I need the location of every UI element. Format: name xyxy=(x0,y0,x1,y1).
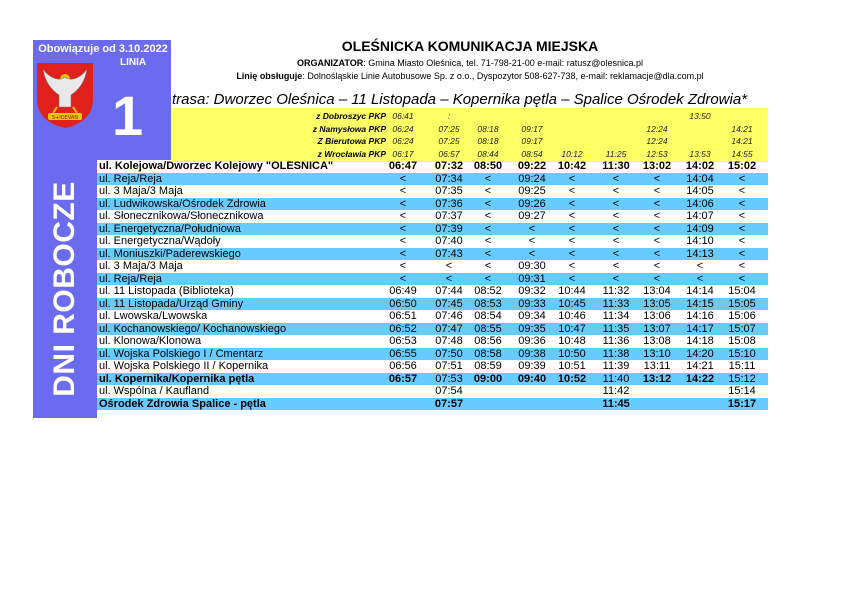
departure-time: 08:59 xyxy=(474,360,502,372)
departure-time: 11:33 xyxy=(602,297,630,310)
departure-time: 07:45 xyxy=(435,297,463,310)
departure-time: 09:39 xyxy=(518,360,546,372)
departure-time: 08:54 xyxy=(474,310,502,322)
departure-time: 07:51 xyxy=(435,360,463,372)
departure-time: < xyxy=(738,247,746,260)
feeder-time: 11:25 xyxy=(605,148,627,159)
departure-time: 13:07 xyxy=(643,322,671,335)
departure-time: < xyxy=(696,260,704,272)
departure-time: 08:56 xyxy=(474,335,502,347)
departure-time: 08:55 xyxy=(474,322,502,335)
feeder-time: 10:12 xyxy=(561,148,583,159)
departure-time: 14:16 xyxy=(686,310,714,322)
departure-time: < xyxy=(484,210,492,222)
departure-time: < xyxy=(653,260,661,272)
stop-name: ul. Kochanowskiego/ Kochanowskiego xyxy=(99,322,287,335)
departure-time: < xyxy=(484,272,492,285)
departure-time: < xyxy=(738,185,746,197)
feeder-label: Z Bierutowa PKP xyxy=(317,136,386,147)
departure-time: 15:11 xyxy=(728,360,756,372)
stop-name: ul. Reja/Reja xyxy=(99,172,162,185)
departure-time: 08:58 xyxy=(474,347,502,360)
departure-time: 14:18 xyxy=(686,335,714,347)
departure-time: 10:44 xyxy=(558,285,586,297)
feeder-time: 14:21 xyxy=(731,123,753,134)
feeder-time: 12:53 xyxy=(646,148,668,159)
departure-time: < xyxy=(399,272,407,285)
departure-time: 07:50 xyxy=(435,347,463,360)
departure-time: 09:33 xyxy=(518,297,546,310)
departure-time: < xyxy=(653,185,661,197)
departure-time: 13:08 xyxy=(643,335,671,347)
departure-time: 06:57 xyxy=(388,372,418,385)
departure-time: 07:54 xyxy=(435,385,463,397)
departure-time: 07:40 xyxy=(435,235,463,247)
departure-time: 14:21 xyxy=(686,360,714,372)
departure-time: 06:51 xyxy=(389,310,417,322)
departure-time: < xyxy=(653,172,661,185)
departure-time: 11:38 xyxy=(602,347,630,360)
departure-time: 14:07 xyxy=(686,210,714,222)
feeder-time: 12:24 xyxy=(646,136,668,147)
departure-time: 06:53 xyxy=(389,335,417,347)
departure-time: < xyxy=(738,235,746,247)
departure-time: 10:47 xyxy=(558,322,586,335)
table-row xyxy=(97,198,768,210)
departure-time: 14:06 xyxy=(686,197,714,210)
departure-time: 14:10 xyxy=(686,235,714,247)
departure-time: < xyxy=(653,222,661,235)
stop-name: ul. Kopernika/Kopernika pętla xyxy=(99,372,255,385)
departure-time: < xyxy=(738,172,746,185)
feeder-time: 09:17 xyxy=(521,136,543,147)
departure-time: 07:32 xyxy=(434,160,464,172)
departure-time: < xyxy=(612,172,620,185)
departure-time: 07:48 xyxy=(435,335,463,347)
departure-time: 06:56 xyxy=(389,360,417,372)
departure-time: 09:22 xyxy=(517,160,547,172)
feeder-time: 13:53 xyxy=(689,148,711,159)
departure-time: < xyxy=(738,260,746,272)
departure-time: 15:06 xyxy=(728,310,756,322)
table-row xyxy=(97,210,768,222)
departure-time: < xyxy=(612,235,620,247)
departure-time: < xyxy=(738,222,746,235)
stop-name: Ośrodek Zdrowia Spalice - pętla xyxy=(99,397,266,410)
departure-time: 09:36 xyxy=(518,335,546,347)
feeder-time: 14:21 xyxy=(731,136,753,147)
departure-time: 14:02 xyxy=(685,160,715,172)
departure-time: 15:17 xyxy=(727,397,757,410)
feeder-time: 07:25 xyxy=(438,136,460,147)
departure-time: 07:39 xyxy=(435,222,463,235)
departure-time: 07:47 xyxy=(435,322,463,335)
feeder-time: 08:54 xyxy=(521,148,543,159)
stop-name: ul. Klonowa/Klonowa xyxy=(99,335,202,347)
departure-time: 07:44 xyxy=(435,285,463,297)
line-number: 1 xyxy=(112,84,144,147)
departure-time: < xyxy=(445,260,453,272)
departure-time: 13:11 xyxy=(643,360,671,372)
feeder-time: 08:18 xyxy=(477,136,499,147)
departure-time: < xyxy=(484,172,492,185)
departure-time: 14:17 xyxy=(686,322,714,335)
departure-time: 14:14 xyxy=(686,285,714,297)
departure-time: 09:38 xyxy=(518,347,546,360)
departure-time: 06:50 xyxy=(389,297,417,310)
table-row xyxy=(97,348,768,360)
departure-time: 06:49 xyxy=(389,285,417,297)
departure-time: < xyxy=(612,272,620,285)
departure-time: < xyxy=(528,235,536,247)
departure-time: 10:50 xyxy=(558,347,586,360)
org-title: OLEŚNICKA KOMUNIKACJA MIEJSKA xyxy=(341,38,599,54)
table-row xyxy=(97,160,768,172)
departure-time: 11:35 xyxy=(602,322,630,335)
departure-time: 13:06 xyxy=(643,310,671,322)
feeder-time: 07:25 xyxy=(438,123,460,134)
table-row xyxy=(97,360,768,372)
operator-line: Linię obsługuje: Dolnośląskie Linie Autobusowe Sp. z o.o., Dyspozytor 508-627-738, e-mail: reklamacje@dla.com.pl xyxy=(236,71,704,81)
feeder-time: 06:41 xyxy=(392,111,414,121)
departure-time: 10:52 xyxy=(557,372,587,385)
departure-time: < xyxy=(399,247,407,260)
departure-time: 09:31 xyxy=(518,272,546,285)
table-row xyxy=(97,235,768,247)
table-row xyxy=(97,385,768,397)
departure-time: 07:57 xyxy=(434,397,464,410)
departure-time: < xyxy=(653,210,661,222)
departure-time: < xyxy=(484,197,492,210)
departure-time: 11:36 xyxy=(602,335,630,347)
departure-time: < xyxy=(568,210,576,222)
day-type-label: DNI ROBOCZE xyxy=(48,181,81,397)
departure-time: < xyxy=(399,260,407,272)
departure-time: 15:04 xyxy=(728,285,756,297)
feeder-label: z Dobroszyc PKP xyxy=(316,111,386,121)
departure-time: 07:34 xyxy=(435,172,463,185)
departure-time: < xyxy=(568,172,576,185)
feeder-time: 06:17 xyxy=(392,148,414,159)
stop-name: ul. 3 Maja/3 Maja xyxy=(99,260,183,272)
table-row xyxy=(97,285,768,297)
departure-time: 07:46 xyxy=(435,310,463,322)
departure-time: < xyxy=(568,222,576,235)
departure-time: 15:05 xyxy=(728,297,756,310)
stop-name: ul. Kolejowa/Dworzec Kolejowy "OLESNICA" xyxy=(99,160,334,172)
departure-time: 13:10 xyxy=(643,347,671,360)
feeder-time: 14:55 xyxy=(731,148,753,159)
stop-name: ul. Wspólna / Kaufland xyxy=(99,385,210,397)
departure-time: < xyxy=(399,235,407,247)
city-crest-icon xyxy=(35,61,95,129)
table-row xyxy=(97,185,768,197)
departure-time: < xyxy=(445,272,453,285)
departure-time: 09:25 xyxy=(518,185,546,197)
departure-time: < xyxy=(399,197,407,210)
stop-name: ul. Moniuszki/Paderewskiego xyxy=(99,247,241,260)
departure-time: 11:34 xyxy=(602,310,630,322)
feeder-time: 09:17 xyxy=(521,123,543,134)
departure-time: 14:13 xyxy=(686,247,714,260)
departure-time: < xyxy=(612,222,620,235)
departure-time: 07:37 xyxy=(435,210,463,222)
table-row xyxy=(97,335,768,347)
departure-time: < xyxy=(568,247,576,260)
departure-time: < xyxy=(612,247,620,260)
departure-time: 09:34 xyxy=(518,310,546,322)
organizer-line: ORGANIZATOR: Gmina Miasto Oleśnica, tel. 71-798-21-00 e-mail: ratusz@olesnica.pl xyxy=(297,58,643,68)
departure-time: 13:12 xyxy=(642,372,672,385)
valid-from: Obowiązuje od 3.10.2022 xyxy=(38,43,168,55)
departure-time: 07:35 xyxy=(435,185,463,197)
departure-time: < xyxy=(399,172,407,185)
departure-time: < xyxy=(568,185,576,197)
departure-time: < xyxy=(484,260,492,272)
departure-time: 11:42 xyxy=(602,385,630,397)
departure-time: 14:15 xyxy=(686,297,714,310)
departure-time: < xyxy=(399,185,407,197)
stop-name: ul. Energetyczna/Wądoły xyxy=(99,235,221,247)
departure-time: 08:50 xyxy=(473,160,503,172)
departure-time: < xyxy=(528,247,536,260)
table-row xyxy=(97,223,768,235)
line-label: LINIA xyxy=(120,57,147,68)
departure-time: < xyxy=(612,197,620,210)
departure-time: < xyxy=(568,260,576,272)
feeder-time: 06:57 xyxy=(438,148,460,159)
departure-time: 10:45 xyxy=(558,297,586,310)
departure-time: < xyxy=(528,222,536,235)
departure-time: 14:09 xyxy=(686,222,714,235)
stop-name: ul. Energetyczna/Południowa xyxy=(99,222,241,235)
departure-time: 10:48 xyxy=(558,335,586,347)
departure-time: 09:30 xyxy=(518,260,546,272)
departure-time: < xyxy=(484,235,492,247)
departure-time: 09:27 xyxy=(518,210,546,222)
departure-time: 15:07 xyxy=(728,322,756,335)
departure-time: < xyxy=(738,272,746,285)
departure-time: 09:32 xyxy=(518,285,546,297)
departure-time: < xyxy=(484,222,492,235)
departure-time: 15:02 xyxy=(727,160,757,172)
feeder-label: z Wrocławia PKP xyxy=(317,148,386,159)
departure-time: < xyxy=(738,210,746,222)
stop-name: ul. Reja/Reja xyxy=(99,272,162,285)
departure-time: 15:10 xyxy=(728,347,756,360)
feeder-time: 08:18 xyxy=(477,123,499,134)
departure-time: 09:35 xyxy=(518,322,546,335)
departure-time: < xyxy=(653,235,661,247)
table-row xyxy=(97,298,768,310)
departure-time: 09:26 xyxy=(518,197,546,210)
feeder-time: 06:24 xyxy=(392,136,414,147)
departure-time: 14:22 xyxy=(685,372,715,385)
table-row xyxy=(97,310,768,322)
departure-time: < xyxy=(612,260,620,272)
departure-time: 07:43 xyxy=(435,247,463,260)
departure-time: 06:52 xyxy=(389,322,417,335)
departure-time: 13:02 xyxy=(642,160,672,172)
departure-time: 14:05 xyxy=(686,185,714,197)
table-row xyxy=(97,248,768,260)
feeder-time: 13:50 xyxy=(689,111,711,121)
route-description: trasa: Dworzec Oleśnica – 11 Listopada – Kopernika pętla – Spalice Ośrodek Zdrowia* xyxy=(172,91,748,108)
stop-name: ul. Ludwikowska/Ośrodek Zdrowia xyxy=(99,197,266,210)
table-row xyxy=(97,398,768,410)
departure-time: 06:47 xyxy=(388,160,418,172)
departure-time: 10:46 xyxy=(558,310,586,322)
departure-time: < xyxy=(484,185,492,197)
feeder-time: 06:24 xyxy=(392,123,414,134)
departure-time: < xyxy=(568,272,576,285)
departure-time: 15:14 xyxy=(728,385,756,397)
departure-time: 13:04 xyxy=(643,285,671,297)
departure-time: < xyxy=(653,197,661,210)
departure-time: 14:04 xyxy=(686,172,714,185)
table-row xyxy=(97,373,768,385)
departure-time: 15:08 xyxy=(728,335,756,347)
departure-time: 11:39 xyxy=(602,360,630,372)
departure-time: 10:42 xyxy=(557,160,587,172)
svg-text:S+IOEVAN: S+IOEVAN xyxy=(51,115,79,121)
departure-time: 11:40 xyxy=(602,372,630,385)
departure-time: 08:52 xyxy=(474,285,502,297)
table-row xyxy=(97,260,768,272)
stop-name: ul. 11 Listopada (Biblioteka) xyxy=(99,285,234,297)
table-row xyxy=(97,173,768,185)
stop-name: ul. Wojska Polskiego II / Kopernika xyxy=(99,360,269,372)
stop-name: ul. Lwowska/Lwowska xyxy=(99,310,208,322)
departure-time: 14:20 xyxy=(686,347,714,360)
departure-time: < xyxy=(612,185,620,197)
feeder-label: z Namysłowa PKP xyxy=(312,123,386,134)
departure-time: < xyxy=(738,197,746,210)
departure-time: 08:53 xyxy=(474,297,502,310)
feeder-time: 08:44 xyxy=(477,148,499,159)
departure-time: 11:32 xyxy=(602,285,630,297)
stop-name: ul. Wojska Polskiego I / Cmentarz xyxy=(99,347,264,360)
table-row xyxy=(97,273,768,285)
departure-time: 10:51 xyxy=(558,360,586,372)
departure-time: < xyxy=(612,210,620,222)
departure-time: < xyxy=(399,222,407,235)
departure-time: < xyxy=(653,272,661,285)
departure-time: 06:55 xyxy=(389,347,417,360)
departure-time: < xyxy=(484,247,492,260)
departure-time: 13:05 xyxy=(643,297,671,310)
departure-time: 07:36 xyxy=(435,197,463,210)
departure-time: 09:24 xyxy=(518,172,546,185)
departure-time: 09:00 xyxy=(473,372,503,385)
feeder-time: : xyxy=(447,111,451,121)
stop-name: ul. Słonecznikowa/Słonecznikowa xyxy=(99,210,264,222)
departure-time: 07:53 xyxy=(435,372,463,385)
feeder-time: 12:24 xyxy=(646,123,668,134)
stop-name: ul. 11 Listopada/Urząd Gminy xyxy=(99,297,244,310)
departure-time: < xyxy=(399,210,407,222)
departure-time: 09:40 xyxy=(517,372,547,385)
stop-name: ul. 3 Maja/3 Maja xyxy=(99,185,183,197)
departure-time: < xyxy=(568,235,576,247)
departure-time: < xyxy=(696,272,704,285)
table-row xyxy=(97,323,768,335)
departure-time: 11:45 xyxy=(602,397,630,410)
departure-time: 11:30 xyxy=(602,160,630,172)
departure-time: < xyxy=(568,197,576,210)
departure-time: 15:12 xyxy=(728,372,756,385)
departure-time: < xyxy=(653,247,661,260)
